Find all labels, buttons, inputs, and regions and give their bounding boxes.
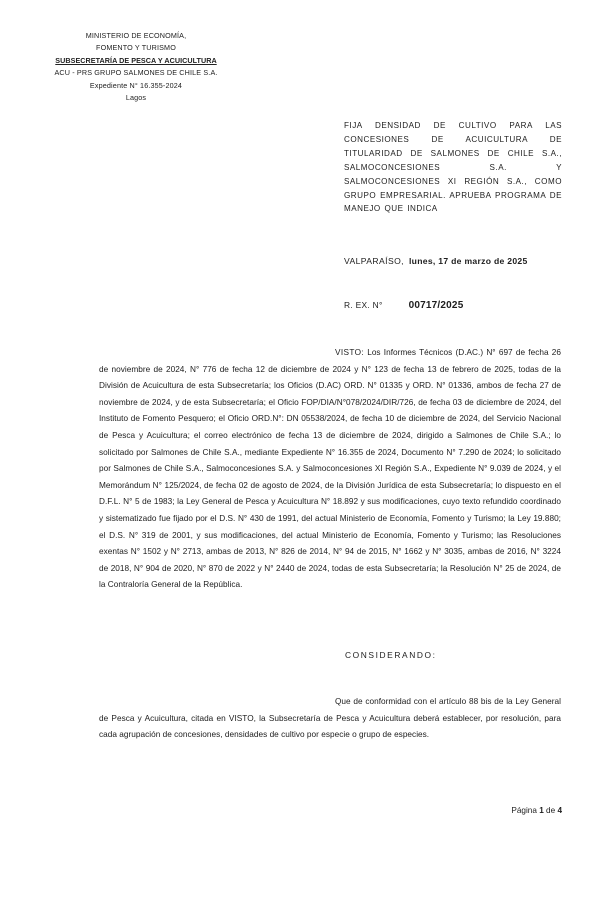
issue-date: lunes, 17 de marzo de 2025: [408, 256, 528, 266]
footer-page-current: 1: [539, 806, 544, 815]
footer-page-of: de: [546, 806, 556, 815]
considerando-heading: CONSIDERANDO:: [345, 650, 437, 660]
footer-page-label: Página: [511, 806, 537, 815]
vistos-text: Los Informes Técnicos (D.AC.) N° 697 de fecha 26 de noviembre de 2024, N° 776 de fecha 12 de diciembre de 2024 y N° 123 de fecha 13 de febrero de 2025, todas de la División de Acuicultura de esta Subsecretaría; los Oficios (D.AC) ORD. N° 01335 y ORD. N° 01336, ambos de fecha 27 de noviembre de 2024, y de esta Subsecretaría; el Oficio FOP/DIA/N°078/2024/DIR/726, de fecha 03 de diciembre de 2024, del Instituto de Fomento Pesquero; el Oficio ORD.N°: DN 05538/2024, de fecha 10 de diciembre de 2024, del Servicio Nacional de Pesca y Acuicultura; el correo electrónico de fecha 13 de diciembre de 2024, dirigido a Salmones de Chile S.A.; lo solicitado por Salmones de Chile S.A., mediante Expediente N° 16.355 de 2024, Documento N° 7.290 de 2024; lo solicitado por Salmones de Chile S.A., Salmoconcesiones S.A. y Salmoconcesiones XI Región S.A., Expediente N° 9.039 de 2024, y el Memorándum N° 125/2024, de fecha 02 de agosto de 2024, de la División Jurídica de esta Subsecretaría; lo dispuesto en el D.F.L. N° 5 de 1983; la Ley General de Pesca y Acuicultura N° 18.892 y sus modificaciones, cuyo texto refundido coordinado y sistematizado fue fijado por el D.S. N° 430 de 1991, del actual Ministerio de Economía, Fomento y Turismo; la Ley 19.880; el D.S. N° 319 de 2001, y sus modificaciones, del actual Ministerio de Economía, Fomento y Turismo; las Resoluciones exentas N° 1502 y N° 2713, ambas de 2013, N° 826 de 2014, N° 94 de 2015, N° 1662 y N° 3035, ambas de 2016, N° 3224 de 2018, N° 904 de 2020, N° 870 de 2022 y N° 2440 de 2024, todas de esta Subsecretaría; la Resolución N° 25 de 2024, de la Contraloría General de la República.: [99, 348, 561, 590]
header-subsecretaria: SUBSECRETARÍA DE PESCA Y ACUICULTURA: [55, 55, 217, 65]
considerando-paragraph: Que de conformidad con el artículo 88 bis de la Ley General de Pesca y Acuicultura, citada en VISTO, la Subsecretaría de Pesca y Acuicultura deberá establecer, por resolución, para cada agrupación de concesiones, densidades de cultivo por especie o grupo de especies.: [99, 697, 561, 740]
resolution-number-row: [344, 300, 463, 311]
resolution-number-value: 00717/2025: [408, 300, 464, 311]
place-city: VALPARAÍSO,: [344, 256, 404, 266]
footer-page-total: 4: [557, 806, 562, 815]
place-and-date: [344, 256, 528, 266]
vistos-paragraph: [99, 345, 561, 594]
considerando-section: [99, 694, 561, 744]
vistos-keyword: VISTO:: [335, 348, 364, 357]
page-footer: [0, 806, 562, 815]
resolution-subject-title: FIJA DENSIDAD DE CULTIVO PARA LAS CONCESIONES DE ACUICULTURA DE TITULARIDAD DE SALMONES DE CHILE S.A., SALMOCONCESIONES S.A. Y SALMOCONCESIONES XI REGIÓN S.A., COMO GRUPO EMPRESARIAL. APRUEBA PROGRAMA DE MANEJO QUE INDICA: [344, 121, 562, 214]
vistos-section: [99, 345, 561, 594]
header-ministry-line-2: FOMENTO Y TURISMO: [96, 43, 176, 53]
header-unit: ACU - PRS GRUPO SALMONES DE CHILE S.A.: [54, 68, 218, 78]
resolution-number-label: R. EX. N°: [344, 300, 383, 310]
header-region: Lagos: [125, 93, 147, 103]
header-expediente: Expediente N° 16.355-2024: [89, 80, 183, 90]
document-header: [52, 30, 220, 104]
header-ministry-line-1: MINISTERIO DE ECONOMÍA,: [85, 31, 187, 40]
